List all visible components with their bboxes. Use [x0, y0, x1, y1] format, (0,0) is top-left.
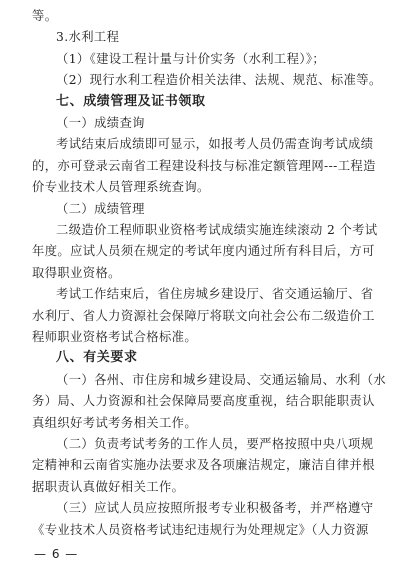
subsection-heading: （一）成绩查询 — [56, 116, 145, 130]
text-line: 务）局、人力资源和社会保障局要高度重视，结合职能职责认 — [32, 394, 375, 409]
text-line: 3.水利工程 — [56, 30, 120, 45]
text-line: 年度。应试人员须在规定的考试年度内通过所有科目后，方可 — [32, 244, 375, 259]
text-line: （2）现行水利工程造价相关法律、法规、规范、标准等。 — [56, 73, 382, 88]
text-line: 考试工作结束后，省住房城乡建设厅、省交通运输厅、省 — [56, 287, 374, 302]
text-line: 价专业技术人员管理系统查询。 — [32, 180, 210, 195]
text-line: 考试结束后成绩即可显示，如报考人员仍需查询考试成绩 — [56, 137, 374, 152]
section-heading: 七、成绩管理及证书领取 — [56, 93, 206, 109]
text-line: 真组织好考试考务相关工作。 — [32, 415, 198, 430]
text-line: 程师职业资格考试合格标准。 — [32, 330, 198, 344]
text-line: 定精神和云南省实施办法要求及各项廉洁规定，廉洁自律并根 — [32, 458, 375, 473]
text-line: （一）各州、市住房和城乡建设局、交通运输局、水利（水 — [56, 372, 387, 387]
text-line: 的，亦可登录云南省工程建设科技与标准定额管理网---工程造 — [32, 158, 376, 173]
subsection-heading: （二）成绩管理 — [56, 201, 145, 216]
text-line: 二级造价工程师职业资格考试成绩实施连续滚动 2 个考试 — [56, 223, 378, 237]
text-line: 等。 — [32, 9, 58, 23]
text-line: （1）《建设工程计量与计价实务（水利工程）》； — [56, 51, 326, 66]
text-line: 据职责认真做好相关工作。 — [32, 479, 185, 494]
text-line: 水利厅、省人力资源社会保障厅将联文向社会公布二级造价工 — [32, 308, 375, 323]
text-line: 《专业技术人员资格考试违纪违规行为处理规定》（人力资源 — [32, 522, 369, 537]
text-line: 取得职业资格。 — [32, 265, 121, 280]
section-heading: 八、有关要求 — [56, 350, 138, 366]
page-number: — 6 — — [34, 547, 79, 561]
text-line: （三）应试人员应按照所报考专业积极备考，并严格遵守 — [56, 501, 374, 516]
text-line: （二）负责考试考务的工作人员，要严格按照中央八项规 — [56, 437, 374, 451]
